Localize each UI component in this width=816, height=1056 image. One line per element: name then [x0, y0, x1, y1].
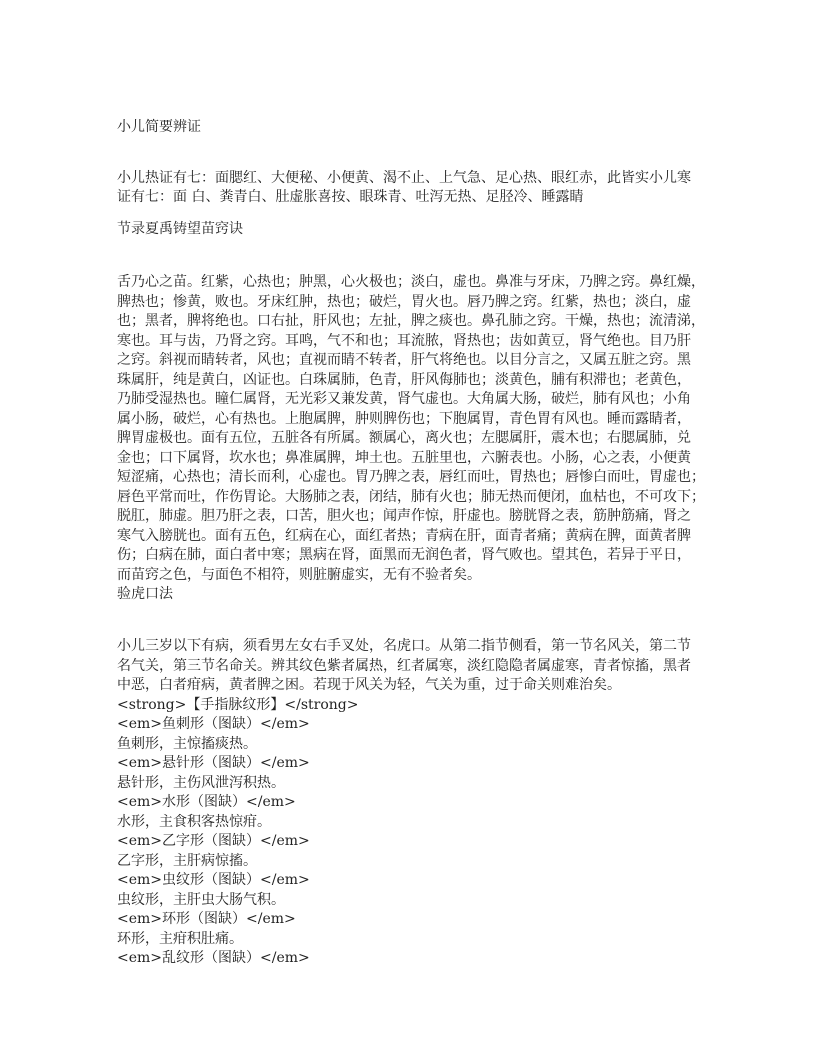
raw-markup-line: <em>水形（图缺）</em>	[117, 794, 296, 810]
paragraph-line: 中恶，白者疳病，黄者脾之困。若现于风关为轻，气关为重，过于命关则难治矣。	[117, 677, 621, 693]
section-title: 节录夏禹铸望苗窍诀	[117, 221, 243, 237]
paragraph-line: 而苗窍之色，与面色不相符，则脏腑虚实，无有不验者矣。	[117, 566, 481, 583]
raw-markup-line: 悬针形，主伤风泄泻积热。	[117, 774, 285, 791]
paragraph-line: 寒气入膀胱也。面有五色，红病在心，面红者热；青病在肝，面青者痛；黄病在脾，面黄者脾	[117, 527, 691, 544]
raw-markup-line: <em>悬针形（图缺）</em>	[117, 755, 310, 771]
paragraph-line: 也；黑者，脾将绝也。口右扯，肝风也；左扯，脾之痰也。鼻孔肺之窍。干燥，热也；流清涕，	[117, 313, 705, 329]
paragraph-line: 小儿热证有七：面腮红、大便秘、小便黄、渴不止、上气急、足心热、眼红赤，此皆实小儿寒	[117, 170, 691, 186]
raw-markup-line: <em>环形（图缺）</em>	[117, 911, 296, 927]
paragraph-line: 舌乃心之苗。红紫，心热也；肿黑，心火极也；淡白，虚也。鼻准与牙床，乃脾之窍。鼻红燥，	[117, 274, 705, 290]
raw-markup-line: <em>乙字形（图缺）</em>	[117, 833, 310, 849]
raw-markup-line: 乙字形，主肝病惊搐。	[117, 852, 257, 869]
paragraph-line: 金也；口下属肾，坎水也；鼻准属脾，坤土也。五脏里也，六腑表也。小肠，心之表，小便黄	[117, 449, 691, 466]
paragraph-line: 乃肺受湿热也。瞳仁属肾，无光彩又兼发黄，肾气虚也。大角属大肠，破烂，肺有风也；小角	[117, 391, 691, 407]
raw-markup-line: 环形，主疳积肚痛。	[117, 930, 243, 947]
raw-markup-line: <em>乱纹形（图缺）</em>	[117, 950, 310, 966]
paragraph-line: 脾热也；惨黄，败也。牙床红肿，热也；破烂，胃火也。唇乃脾之窍。红紫，热也；淡白，虚	[117, 293, 691, 310]
section-title: 验虎口法	[117, 586, 173, 602]
paragraph-line: 寒也。耳与齿，乃肾之窍。耳鸣，气不和也；耳流脓，肾热也；齿如黄豆，肾气绝也。目乃肝	[117, 332, 691, 349]
raw-markup-line: 虫纹形，主肝虫大肠气积。	[117, 891, 285, 908]
paragraph-line: 珠属肝，纯是黄白，凶证也。白珠属肺，色青，肝风侮肺也；淡黄色，脯有积滞也；老黄色，	[117, 371, 691, 388]
raw-markup-line: <em>鱼刺形（图缺）</em>	[117, 716, 310, 732]
paragraph-line: 脱肛，肺虚。胆乃肝之表，口苦，胆火也；闻声作惊，肝虚也。膀胱肾之表，筋肿筋痛，肾之	[117, 508, 691, 524]
raw-markup-line: <strong>【手指脉纹形】</strong>	[117, 696, 359, 713]
section-title: 小儿简要辨证	[117, 119, 201, 135]
paragraph-line: 之窍。斜视而睛转者，风也；直视而睛不转者，肝气将绝也。以目分言之，又属五脏之窍。黑	[117, 352, 691, 368]
paragraph-line: 唇色平常而吐，作伤胃论。大肠肺之表，闭结，肺有火也；肺无热而便闭，血枯也，不可攻下；	[117, 488, 705, 505]
raw-markup-line: 水形，主食积客热惊疳。	[117, 813, 271, 830]
paragraph-line: 脾胃虚极也。面有五位，五脏各有所属。额属心，离火也；左腮属肝，震木也；右腮属肺，兑	[117, 430, 691, 446]
paragraph-line: 名气关，第三节名命关。辨其纹色紫者属热，红者属寒，淡红隐隐者属虚寒，青者惊搐，黑者	[117, 657, 691, 674]
raw-markup-line: <em>虫纹形（图缺）</em>	[117, 872, 310, 888]
paragraph-line: 伤；白病在肺，面白者中寒；黑病在肾，面黑而无润色者，肾气败也。望其色，若异于平日，	[117, 547, 691, 563]
paragraph-line: 属小肠，破烂，心有热也。上胞属脾，肿则脾伤也；下胞属胃，青色胃有风也。睡而露睛者，	[117, 410, 691, 427]
paragraph-line: 小儿三岁以下有病，须看男左女右手叉处，名虎口。从第二指节侧看，第一节名风关，第二节	[117, 638, 691, 654]
paragraph-line: 证有七：面 白、粪青白、肚虚胀喜按、眼珠青、吐泻无热、足胫冷、睡露睛	[117, 189, 584, 205]
raw-markup-line: 鱼刺形，主惊搐痰热。	[117, 735, 257, 752]
paragraph-line: 短涩痛，心热也；清长而利，心虚也。胃乃脾之表，唇红而吐，胃热也；唇惨白而吐，胃虚也；	[117, 469, 705, 485]
